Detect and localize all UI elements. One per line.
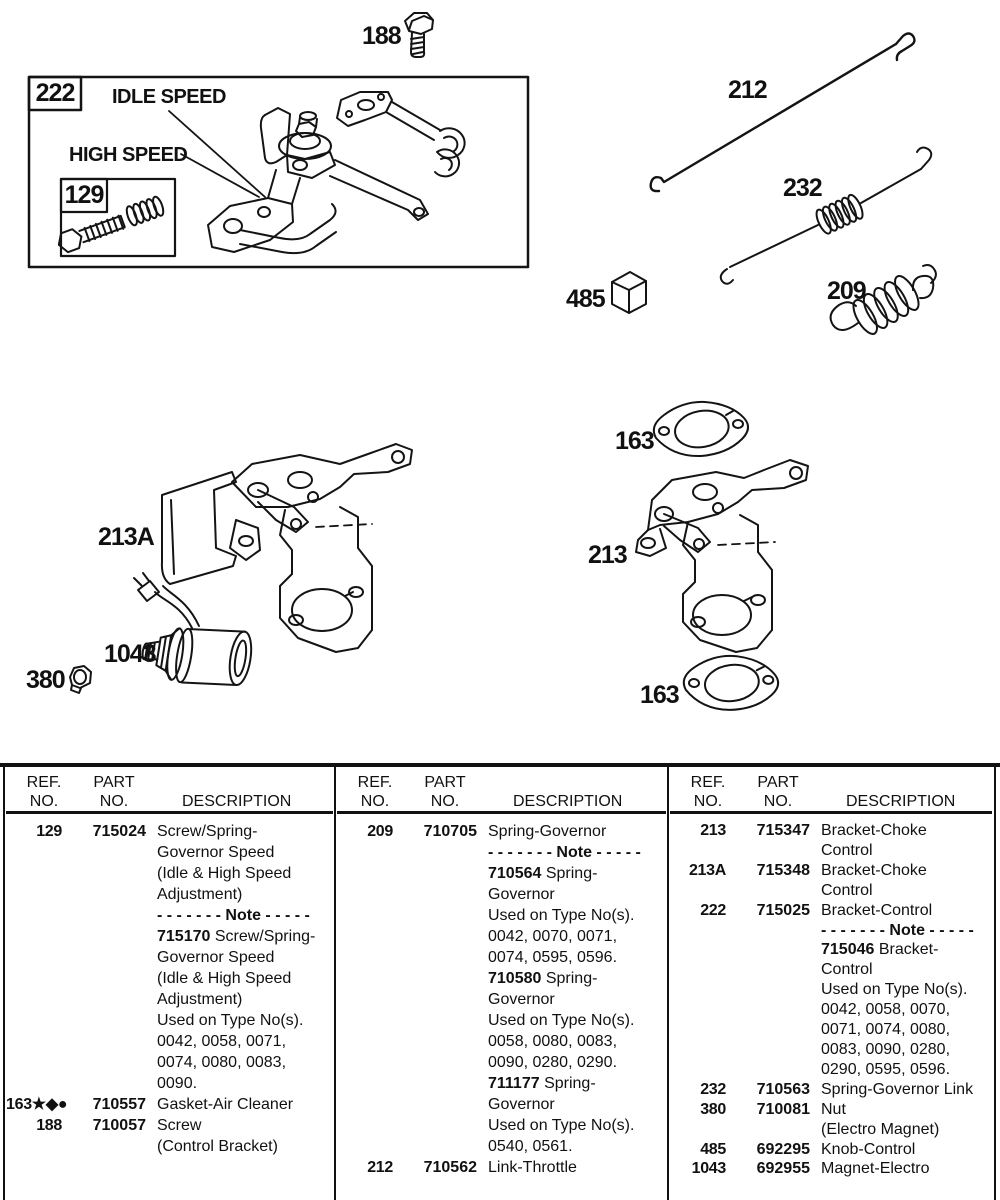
electro-magnet-1043-drawing bbox=[134, 573, 255, 692]
description-line: (Control Bracket) bbox=[157, 1138, 278, 1155]
table-row bbox=[670, 1140, 992, 1160]
part-label-1043: 1043 bbox=[104, 640, 156, 668]
part-no-cell: 715024 bbox=[92, 823, 146, 840]
air-cleaner-gasket-top-drawing bbox=[654, 402, 748, 456]
description-line: 715170 Screw/Spring- bbox=[157, 928, 316, 945]
table-row bbox=[670, 1159, 992, 1179]
description-line: 0042, 0058, 0071, bbox=[157, 1033, 287, 1050]
part-label-485: 485 bbox=[566, 285, 605, 313]
description-cell bbox=[810, 1159, 992, 1179]
description-cell bbox=[810, 861, 992, 901]
description-line: Control bbox=[821, 841, 873, 859]
header-description: DESCRIPTION bbox=[846, 793, 956, 810]
part-no-cell: 692955 bbox=[756, 1160, 810, 1178]
header-ref-no: REF. NO. bbox=[357, 774, 393, 810]
description-line: - - - - - - - Note - - - - - bbox=[821, 921, 974, 939]
part-label-222: 222 bbox=[35, 79, 75, 107]
part-no-cell: 710562 bbox=[423, 1159, 477, 1176]
description-line: - - - - - - - Note - - - - - bbox=[157, 907, 310, 924]
ref-no-cell: 188 bbox=[36, 1117, 62, 1134]
description-cell bbox=[477, 1157, 666, 1178]
description-line: Screw bbox=[157, 1117, 202, 1134]
ref-no-cell: 485 bbox=[700, 1140, 726, 1158]
part-label-213a: 213A bbox=[98, 523, 154, 551]
description-line: 0042, 0058, 0070, bbox=[821, 1001, 951, 1019]
description-line: (Electro Magnet) bbox=[821, 1120, 940, 1138]
description-line: Used on Type No(s). bbox=[488, 1012, 635, 1029]
parts-table-column-3 bbox=[670, 767, 992, 1200]
part-no-cell: 710705 bbox=[423, 823, 477, 840]
part-label-188: 188 bbox=[362, 22, 401, 50]
description-line: Gasket-Air Cleaner bbox=[157, 1096, 294, 1113]
description-line: 0042, 0070, 0071, bbox=[488, 928, 618, 945]
description-line: 0058, 0080, 0083, bbox=[488, 1033, 618, 1050]
part-no-cell: 715348 bbox=[756, 861, 810, 879]
air-cleaner-gasket-bottom-drawing bbox=[682, 653, 779, 712]
table-header bbox=[670, 767, 992, 814]
header-part-no: PART NO. bbox=[93, 774, 135, 810]
part-label-163-top: 163 bbox=[615, 427, 654, 455]
table-row bbox=[6, 821, 333, 1094]
description-line: Used on Type No(s). bbox=[157, 1012, 304, 1029]
description-line: Bracket-Choke bbox=[821, 822, 927, 839]
description-cell bbox=[146, 1115, 333, 1157]
high-speed-label: HIGH SPEED bbox=[69, 144, 188, 166]
description-cell bbox=[477, 821, 666, 1157]
description-line: Screw/Spring- bbox=[157, 823, 258, 840]
ref-no-cell: 213 bbox=[700, 822, 726, 839]
part-label-129: 129 bbox=[64, 181, 104, 209]
table-rows bbox=[6, 814, 333, 1157]
description-line: 0074, 0595, 0596. bbox=[488, 949, 618, 966]
description-line: Used on Type No(s). bbox=[488, 907, 635, 924]
part-label-212: 212 bbox=[728, 76, 767, 104]
part-no-cell: 710081 bbox=[756, 1100, 810, 1118]
description-line: (Idle & High Speed bbox=[157, 865, 292, 882]
choke-bracket-213a-drawing bbox=[162, 444, 412, 652]
description-line: 711177 Spring- bbox=[488, 1075, 596, 1092]
part-label-163-bottom: 163 bbox=[640, 681, 679, 709]
speed-screw-129-drawing bbox=[55, 212, 126, 254]
table-row bbox=[6, 1115, 333, 1157]
description-cell bbox=[146, 821, 333, 1094]
header-part-no: PART NO. bbox=[757, 774, 799, 810]
description-cell bbox=[810, 901, 992, 1080]
part-no-cell: 710057 bbox=[92, 1117, 146, 1134]
description-line: 0074, 0080, 0083, bbox=[157, 1054, 287, 1071]
parts-table-column-2 bbox=[337, 767, 666, 1200]
part-no-cell: 715025 bbox=[756, 901, 810, 919]
header-ref-no: REF. NO. bbox=[690, 774, 726, 810]
description-line: 0290, 0595, 0596. bbox=[821, 1060, 951, 1078]
table-row bbox=[670, 1080, 992, 1100]
part-label-232: 232 bbox=[783, 174, 822, 202]
description-line: Control bbox=[821, 881, 873, 899]
parts-table-column-1 bbox=[6, 767, 333, 1200]
description-line: Spring-Governor Link bbox=[821, 1080, 974, 1098]
description-line: Governor Speed bbox=[157, 844, 275, 861]
description-line: Governor bbox=[488, 1096, 555, 1113]
control-bracket-group-box bbox=[29, 77, 528, 267]
header-part-no: PART NO. bbox=[424, 774, 466, 810]
table-divider-1 bbox=[334, 767, 336, 1200]
governor-link-spring-232-drawing bbox=[721, 148, 932, 284]
description-line: Governor bbox=[488, 886, 555, 903]
description-line: (Idle & High Speed bbox=[157, 970, 292, 987]
description-line: Link-Throttle bbox=[488, 1159, 577, 1176]
table-row bbox=[337, 1157, 666, 1178]
description-line: Governor bbox=[488, 991, 555, 1008]
table-row bbox=[337, 821, 666, 1157]
idle-speed-label: IDLE SPEED bbox=[112, 86, 226, 108]
part-label-213: 213 bbox=[588, 541, 627, 569]
parts-table bbox=[0, 763, 1000, 1200]
description-line: Adjustment) bbox=[157, 991, 243, 1008]
ref-no-cell: 209 bbox=[367, 823, 393, 840]
header-description: DESCRIPTION bbox=[513, 793, 623, 810]
header-ref-no: REF. NO. bbox=[26, 774, 62, 810]
description-line: Adjustment) bbox=[157, 886, 243, 903]
part-label-380: 380 bbox=[26, 666, 65, 694]
description-line: Used on Type No(s). bbox=[488, 1117, 635, 1134]
description-cell bbox=[810, 1080, 992, 1100]
table-header bbox=[6, 767, 333, 814]
table-divider-2 bbox=[667, 767, 669, 1200]
ref-no-cell: 163★◆● bbox=[6, 1096, 68, 1113]
table-border-right bbox=[994, 767, 996, 1200]
description-line: Magnet-Electro bbox=[821, 1160, 930, 1178]
part-no-cell: 710557 bbox=[92, 1096, 146, 1113]
description-line: Bracket-Control bbox=[821, 901, 933, 919]
description-line: 0540, 0561. bbox=[488, 1138, 573, 1155]
ref-no-cell: 212 bbox=[367, 1159, 393, 1176]
choke-bracket-213-drawing bbox=[636, 460, 808, 652]
ref-no-cell: 222 bbox=[700, 901, 726, 919]
description-line: Spring-Governor bbox=[488, 823, 607, 840]
part-no-cell: 692295 bbox=[756, 1140, 810, 1158]
description-line: Governor Speed bbox=[157, 949, 275, 966]
control-bracket-222-drawing bbox=[208, 92, 465, 253]
screw-188-drawing bbox=[405, 13, 433, 57]
ref-no-cell: 232 bbox=[700, 1080, 726, 1098]
description-cell bbox=[810, 821, 992, 861]
description-line: Bracket-Choke bbox=[821, 861, 927, 879]
table-row bbox=[670, 901, 992, 1080]
description-line: Knob-Control bbox=[821, 1140, 916, 1158]
description-line: Control bbox=[821, 961, 873, 979]
header-description: DESCRIPTION bbox=[182, 793, 292, 810]
description-line: 710580 Spring- bbox=[488, 970, 598, 987]
description-line: 0071, 0074, 0080, bbox=[821, 1021, 951, 1039]
speed-spring-129-drawing bbox=[125, 195, 166, 226]
table-row bbox=[670, 861, 992, 901]
description-line: Nut bbox=[821, 1100, 846, 1118]
description-line: 0090, 0280, 0290. bbox=[488, 1054, 618, 1071]
table-rows bbox=[337, 814, 666, 1178]
ref-no-cell: 1043 bbox=[691, 1160, 726, 1178]
table-row bbox=[670, 1100, 992, 1140]
description-line: 0083, 0090, 0280, bbox=[821, 1040, 951, 1058]
ref-no-cell: 380 bbox=[700, 1100, 726, 1118]
table-rows bbox=[670, 814, 992, 1179]
table-row bbox=[6, 1094, 333, 1115]
table-border-left bbox=[3, 767, 5, 1200]
description-line: 0090. bbox=[157, 1075, 198, 1092]
description-line: - - - - - - - Note - - - - - bbox=[488, 844, 641, 861]
part-no-cell: 710563 bbox=[756, 1080, 810, 1098]
table-row bbox=[670, 821, 992, 861]
part-no-cell: 715347 bbox=[756, 822, 810, 839]
nut-380-drawing bbox=[70, 666, 91, 693]
high-speed-leader-line bbox=[181, 154, 259, 197]
ref-no-cell: 129 bbox=[36, 823, 62, 840]
table-header bbox=[337, 767, 666, 814]
description-line: 710564 Spring- bbox=[488, 865, 598, 882]
ref-no-cell: 213A bbox=[688, 861, 726, 879]
part-label-209: 209 bbox=[827, 277, 866, 305]
control-knob-485-drawing bbox=[612, 272, 646, 313]
description-line: 715046 Bracket- bbox=[821, 941, 939, 959]
description-line: Used on Type No(s). bbox=[821, 981, 968, 999]
throttle-link-212-drawing bbox=[651, 34, 915, 192]
description-cell bbox=[146, 1094, 333, 1115]
description-cell bbox=[810, 1100, 992, 1140]
description-cell bbox=[810, 1140, 992, 1160]
